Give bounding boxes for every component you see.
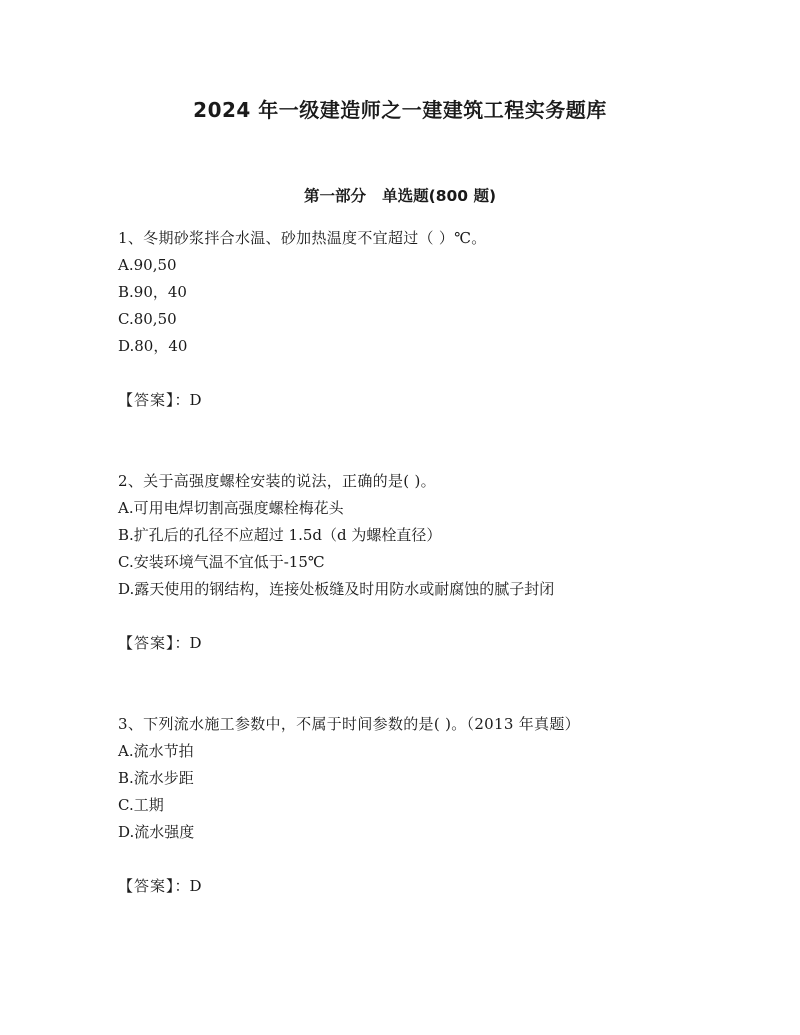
answer-value: ：D [174,634,202,652]
question-item [118,225,678,414]
answer-label: 【答案】 [118,634,175,652]
option-c: C.安装环境气温不宜低于-15℃ [118,553,325,571]
answer-label: 【答案】 [118,877,175,895]
answer-value: ：D [174,391,202,409]
option-d: D.流水强度 [118,823,195,841]
question-stem: 2、关于高强度螺栓安装的说法，正确的是( )。 [118,472,436,490]
question-stem: 1、冬期砂浆拌合水温、砂加热温度不宜超过（ ）℃。 [118,229,487,247]
answer-line [118,873,678,900]
answer-value: ：D [174,877,202,895]
question-stem: 3、下列流水施工参数中，不属于时间参数的是( )。（2013 年真题） [118,715,580,733]
option-d: D.80，40 [118,337,188,355]
question-item [118,711,678,900]
section-title: 第一部分 单选题(800 题) [303,187,497,205]
answer-label: 【答案】 [118,391,175,409]
question-list [118,225,678,954]
option-d: D.露天使用的钢结构，连接处板缝及时用防水或耐腐蚀的腻子封闭 [118,580,555,598]
option-c: C.工期 [118,796,164,814]
option-b: B.流水步距 [118,769,194,787]
answer-line [118,387,678,414]
option-b: B.扩孔后的孔径不应超过 1.5d（d 为螺栓直径） [118,526,442,544]
option-a: A.流水节拍 [118,742,194,760]
question-item [118,468,678,657]
document-title: 2024 年一级建造师之一建建筑工程实务题库 [193,98,607,122]
answer-line [118,630,678,657]
option-a: A.90,50 [118,256,177,274]
option-b: B.90，40 [118,283,187,301]
option-a: A.可用电焊切割高强度螺栓梅花头 [118,499,344,517]
option-c: C.80,50 [118,310,177,328]
